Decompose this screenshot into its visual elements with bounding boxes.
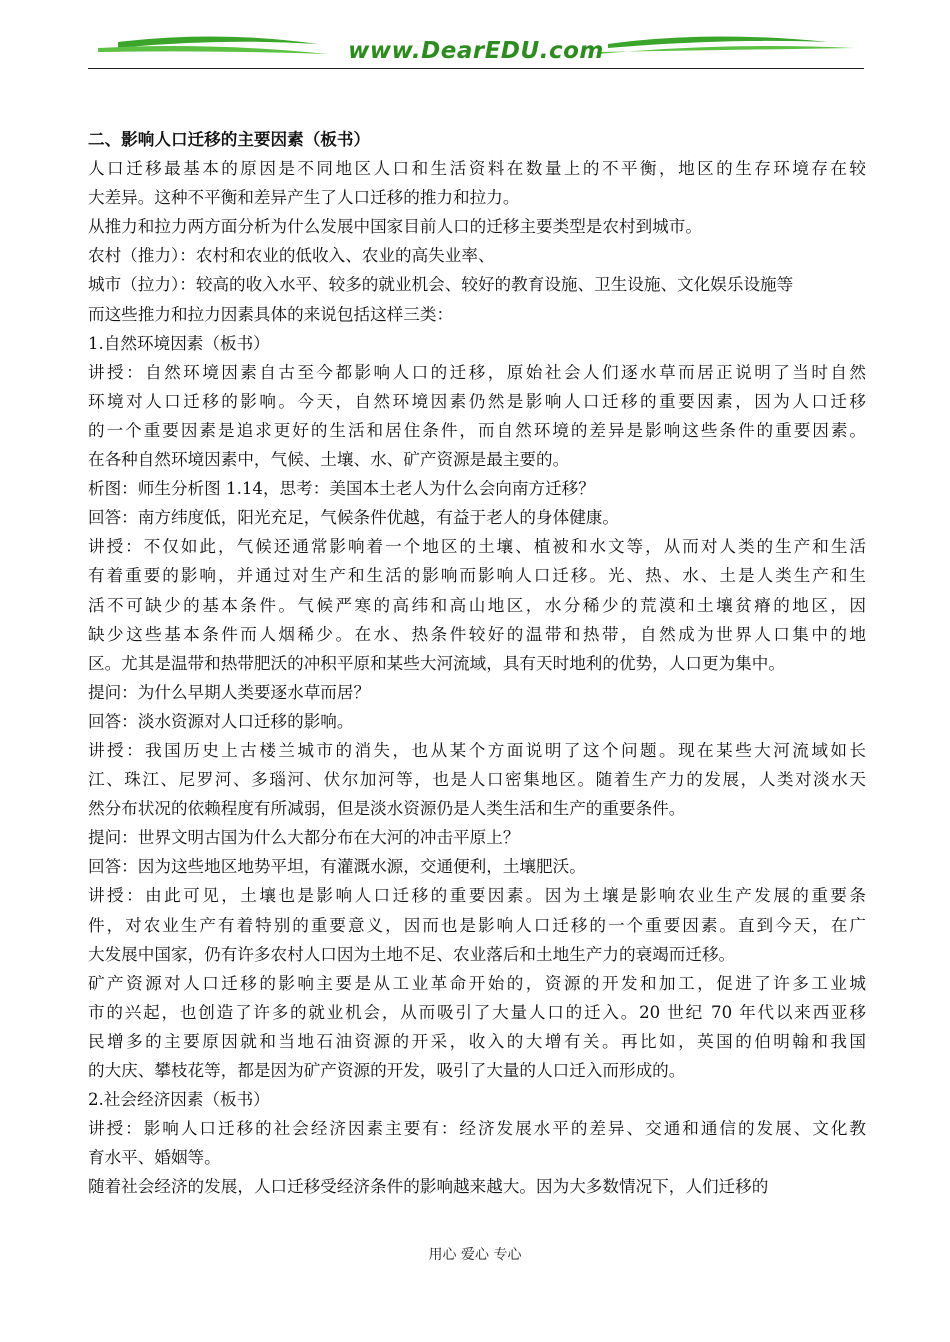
text-line: 有着重要的影响，并通过对生产和生活的影响而影响人口迁移。光、热、水、土是人类生产和生: [88, 566, 866, 586]
text-line: 随着社会经济的发展，人口迁移受经济条件的影响越来越大。因为大多数情况下，人们迁移的: [88, 1177, 769, 1197]
text-line: 大发展中国家，仍有许多农村人口因为土地不足、农业落后和土地生产力的衰竭而迁移。: [88, 944, 736, 964]
text-line: 的大庆、攀枝花等，都是因为矿产资源的开发，吸引了大量的人口迁入而形成的。: [88, 1061, 686, 1080]
text-line: 江、珠江、尼罗河、多瑙河、伏尔加河等，也是人口密集地区。随着生产力的发展，人类对淡水天: [88, 770, 866, 790]
text-line: 回答：南方纬度低，阳光充足，气候条件优越，有益于老人的身体健康。: [88, 508, 619, 528]
document-body: [88, 125, 866, 1201]
text-line: 然分布状况的依赖程度有所减弱，但是淡水资源仍是人类生活和生产的重要条件。: [88, 799, 686, 819]
text-line: 讲授：由此可见，土壤也是影响人口迁移的重要因素。因为土壤是影响农业生产发展的重要条: [88, 886, 866, 906]
site-logo-text[interactable]: www.DearEDU.com: [348, 38, 604, 64]
text-line: 回答：因为这些地区地势平坦，有灌溉水源，交通便利，土壤肥沃。: [88, 857, 586, 877]
text-line: 农村（推力）：农村和农业的低收入、农业的高失业率、: [88, 246, 495, 266]
text-line: 1.自然环境因素（板书）: [88, 333, 270, 353]
text-line: 环境对人口迁移的影响。今天，自然环境因素仍然是影响人口迁移的重要因素，因为人口迁移: [88, 391, 866, 411]
section-heading: 二、影响人口迁移的主要因素（板书）: [88, 130, 371, 149]
text-line: 而这些推力和拉力因素具体的来说包括这样三类：: [88, 304, 454, 324]
text-line: 在各种自然环境因素中，气候、土壤、水、矿产资源是最主要的。: [88, 450, 570, 470]
text-line: 讲授：我国历史上古楼兰城市的消失，也从某个方面说明了这个问题。现在某些大河流域如长: [88, 740, 866, 760]
text-line: 大差异。这种不平衡和差异产生了人口迁移的推力和拉力。: [88, 188, 520, 208]
text-line: 矿产资源对人口迁移的影响主要是从工业革命开始的，资源的开发和加工，促进了许多工业城: [88, 973, 866, 993]
text-line: 民增多的主要原因就和当地石油资源的开采，收入的大增有关。再比如，英国的伯明翰和我国: [88, 1031, 866, 1051]
text-line: 育水平、婚姻等。: [88, 1148, 221, 1168]
text-line: 提问：为什么早期人类要逐水草而居？: [88, 682, 371, 702]
text-line: 缺少这些基本条件而人烟稀少。在水、热条件较好的温带和热带，自然成为世界人口集中的地: [88, 624, 866, 644]
text-line: 讲授：自然环境因素自古至今都影响人口的迁移，原始社会人们逐水草而居正说明了当时自然: [88, 362, 866, 382]
text-line: 区。尤其是温带和热带肥沃的冲积平原和某些大河流域，具有天时地利的优势，人口更为集中。: [88, 653, 785, 673]
text-line: 2.社会经济因素（板书）: [88, 1090, 270, 1110]
text-line: 回答：淡水资源对人口迁移的影响。: [88, 711, 354, 731]
page-header: [88, 28, 864, 76]
text-line: 讲授：影响人口迁移的社会经济因素主要有：经济发展水平的差异、交通和通信的发展、文化教: [88, 1119, 866, 1139]
text-line: 件，对农业生产有着特别的重要意义，因而也是影响人口迁移的一个重要因素。直到今天，在广: [88, 915, 866, 935]
header-rule: [88, 68, 864, 69]
text-line: 活不可缺少的基本条件。气候严寒的高纬和高山地区，水分稀少的荒漠和土壤贫瘠的地区，因: [88, 595, 866, 615]
text-line: 析图：师生分析图 1.14，思考：美国本土老人为什么会向南方迁移？: [88, 479, 595, 499]
page-footer: 用心 爱心 专心: [428, 1247, 522, 1263]
text-line: 城市（拉力）：较高的收入水平、较多的就业机会、较好的教育设施、卫生设施、文化娱乐设施等: [88, 275, 794, 295]
text-line: 讲授：不仅如此，气候还通常影响着一个地区的土壤、植被和水文等，从而对人类的生产和生活: [88, 537, 866, 557]
text-line: 市的兴起，也创造了许多的就业机会，从而吸引了大量人口的迁入。20 世纪 70 年代以来西亚移: [88, 1002, 866, 1022]
text-line: 从推力和拉力两方面分析为什么发展中国家目前人口的迁移主要类型是农村到城市。: [88, 217, 702, 237]
text-line: 的一个重要因素是追求更好的生活和居住条件，而自然环境的差异是影响这些条件的重要因素。: [88, 420, 866, 440]
text-line: 提问：世界文明古国为什么大都分布在大河的冲击平原上？: [88, 828, 520, 848]
text-line: 人口迁移最基本的原因是不同地区人口和生活资料在数量上的不平衡，地区的生存环境存在较: [88, 159, 866, 179]
